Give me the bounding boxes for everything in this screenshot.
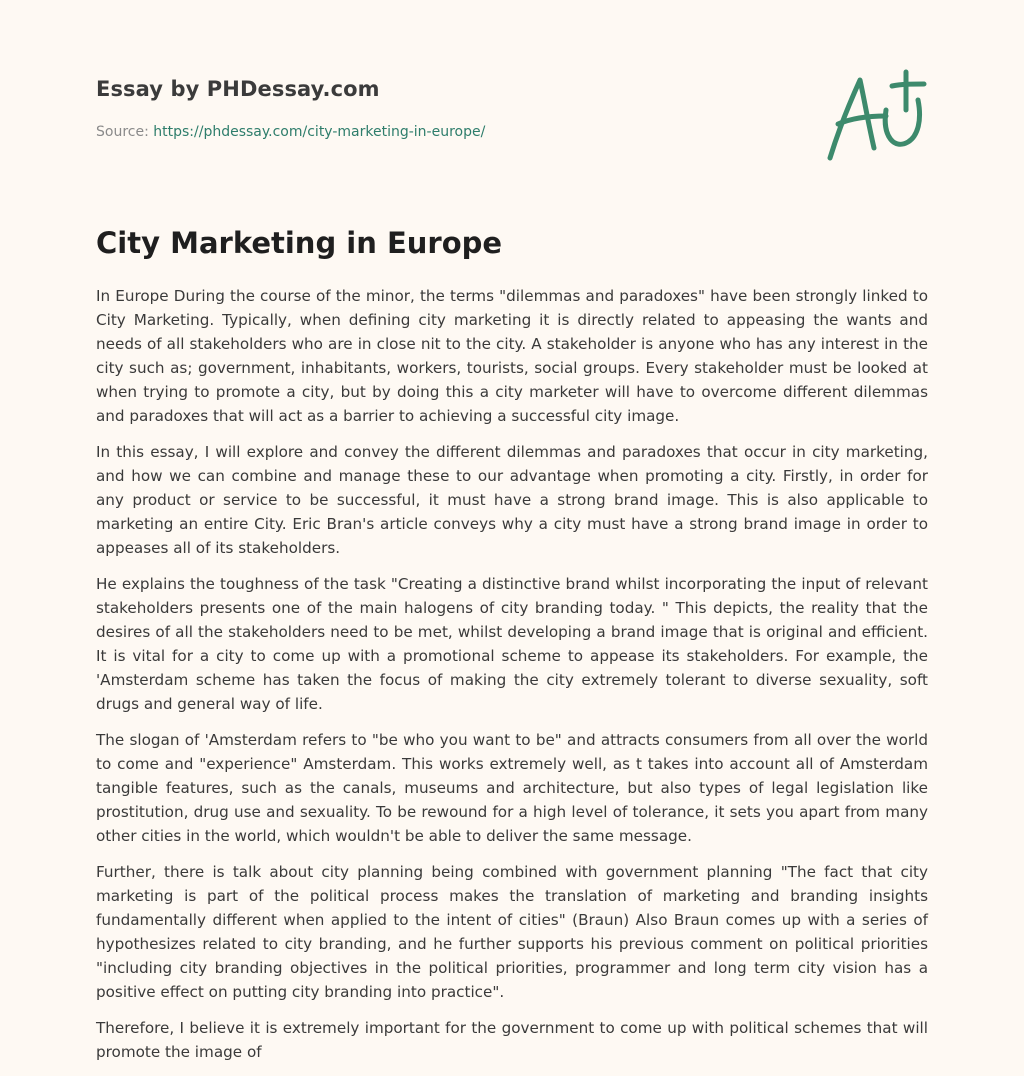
essay-paragraph: The slogan of 'Amsterdam refers to "be who you want to be" and attracts consumers from all over the world to come and "experience" Amsterdam. This works extremely well, as t takes into account all of Amsterdam tangible features, such as the canals, museums and architecture, but also types of legal legislation like prostitution, drug use and sexuality. To be rewound for a high level of tolerance, it sets you apart from many other cities in the world, which wouldn't be able to deliver the same message. (96, 731, 928, 845)
source-link[interactable]: https://phdessay.com/city-marketing-in-europe/ (153, 124, 486, 140)
site-brand: Essay by PHDessay.com (96, 77, 380, 101)
essay-title: City Marketing in Europe (96, 226, 503, 260)
a-plus-grade-icon (824, 66, 928, 166)
essay-page (96, 0, 928, 1061)
essay-paragraph: In Europe During the course of the minor, the terms "dilemmas and paradoxes" have been strongly linked to City Marketing. Typically, when defining city marketing it is directly related to appeasing the wants and needs of all stakeholders who are in close nit to the city. A stakeholder is anyone who has any interest in the city such as; government, inhabitants, workers, tourists, social groups. Every stakeholder must be looked at when trying to promote a city, but by doing this a city marketer will have to overcome different dilemmas and paradoxes that will act as a barrier to achieving a successful city image. (96, 287, 928, 425)
essay-paragraph: In this essay, I will explore and convey the different dilemmas and paradoxes that occur in city marketing, and how we can combine and manage these to our advantage when promoting a city. Firstly, in order for any product or service to be successful, it must have a strong brand image. This is also applicable to marketing an entire City. Eric Bran's article conveys why a city must have a strong brand image in order to appeases all of its stakeholders. (96, 443, 928, 557)
essay-paragraph: Therefore, I believe it is extremely important for the government to come up with political schemes that will promote the image of (96, 1019, 928, 1061)
page-header (96, 0, 928, 200)
essay-paragraph: Further, there is talk about city planning being combined with government planning "The fact that city marketing is part of the political process makes the translation of marketing and branding insights fundamentally different when applied to the intent of cities" (Braun) Also Braun comes up with a series of hypothesizes related to city branding, and he further supports his previous comment on political priorities "including city branding objectives in the political priorities, programmer and long term city vision has a positive effect on putting city branding into practice". (96, 863, 928, 1001)
essay-paragraph: He explains the toughness of the task "Creating a distinctive brand whilst incorporating the input of relevant stakeholders presents one of the main halogens of city branding today. " This depicts, the reality that the desires of all the stakeholders need to be met, whilst developing a brand image that is original and efficient. It is vital for a city to come up with a promotional scheme to appease its stakeholders. For example, the 'Amsterdam scheme has taken the focus of making the city extremely tolerant to diverse sexuality, soft drugs and general way of life. (96, 575, 928, 713)
source-label: Source: (96, 124, 154, 140)
essay-body (96, 284, 928, 1076)
source-line (96, 124, 485, 140)
